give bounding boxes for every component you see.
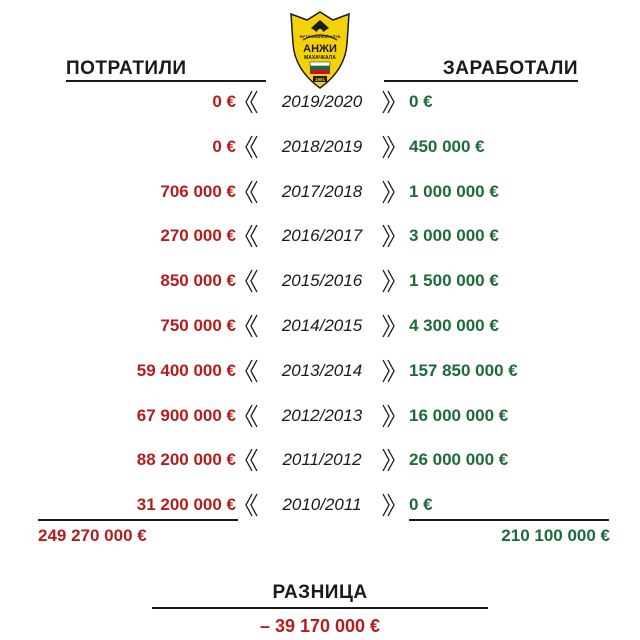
row-season: 2010/2011 <box>282 495 362 515</box>
right-chevron-icon <box>381 180 397 204</box>
left-chevron-icon <box>243 314 259 338</box>
row-season: 2015/2016 <box>281 271 363 291</box>
left-chevron-icon <box>243 90 259 114</box>
row-season: 2017/2018 <box>281 181 363 201</box>
left-chevron-icon <box>243 224 259 248</box>
row-spent: 706 000 € <box>160 181 236 201</box>
row-earned: 3 000 000 € <box>409 226 499 246</box>
season-row <box>0 401 640 431</box>
spent-header: ПОТРАТИЛИ <box>66 58 187 79</box>
difference-title: РАЗНИЦА <box>272 582 368 603</box>
season-row <box>0 490 640 520</box>
right-chevron-icon <box>381 90 397 114</box>
right-chevron-icon <box>381 359 397 383</box>
season-row <box>0 311 640 341</box>
row-spent: 59 400 000 € <box>136 360 236 380</box>
earned-total-rule <box>409 519 609 521</box>
row-earned: 4 300 000 € <box>409 316 499 335</box>
difference-value: – 39 170 000 € <box>259 616 381 636</box>
left-chevron-icon <box>243 448 259 472</box>
row-season: 2012/2013 <box>281 405 363 425</box>
left-chevron-icon <box>243 404 259 428</box>
row-spent: 750 000 € <box>160 316 236 335</box>
left-chevron-icon <box>243 180 259 204</box>
earned-header-underline <box>384 80 578 82</box>
left-chevron-icon <box>243 493 259 517</box>
row-earned: 0 € <box>409 495 433 515</box>
logo-arc-text: ФУТБОЛЬНЫЙ КЛУБ <box>299 34 341 39</box>
left-chevron-icon <box>243 269 259 293</box>
row-season: 2013/2014 <box>281 360 363 380</box>
right-chevron-icon <box>381 135 397 159</box>
total-spent: 249 270 000 € <box>38 526 147 545</box>
row-earned: 26 000 000 € <box>409 450 509 470</box>
spent-total-rule <box>38 519 238 521</box>
row-earned: 1 500 000 € <box>409 271 499 291</box>
row-season: 2014/2015 <box>281 316 363 335</box>
row-spent: 0 € <box>212 136 236 156</box>
earned-header: ЗАРАБОТАЛИ <box>442 58 578 79</box>
total-earned: 210 100 000 € <box>501 526 610 545</box>
row-spent: 850 000 € <box>160 271 236 291</box>
row-earned: 1 000 000 € <box>409 181 499 201</box>
right-chevron-icon <box>381 404 397 428</box>
logo-name: АНЖИ <box>303 43 337 55</box>
row-earned: 0 € <box>409 92 433 111</box>
logo-city: МАХАЧКАЛА <box>304 55 336 61</box>
right-chevron-icon <box>381 448 397 472</box>
row-spent: 67 900 000 € <box>136 405 236 425</box>
row-spent: 88 200 000 € <box>136 450 236 470</box>
left-chevron-icon <box>243 135 259 159</box>
right-chevron-icon <box>381 269 397 293</box>
season-row <box>0 356 640 386</box>
right-chevron-icon <box>381 224 397 248</box>
season-row <box>0 132 640 162</box>
season-row <box>0 87 640 117</box>
season-row <box>0 266 640 296</box>
left-chevron-icon <box>243 359 259 383</box>
row-earned: 16 000 000 € <box>409 405 509 425</box>
season-row <box>0 221 640 251</box>
row-spent: 31 200 000 € <box>136 495 236 515</box>
row-earned: 450 000 € <box>409 136 485 156</box>
row-season: 2019/2020 <box>281 92 363 111</box>
season-row <box>0 177 640 207</box>
row-season: 2016/2017 <box>281 226 363 246</box>
right-chevron-icon <box>381 314 397 338</box>
row-spent: 0 € <box>212 92 236 111</box>
season-row <box>0 445 640 475</box>
spent-header-underline <box>66 80 266 82</box>
right-chevron-icon <box>381 493 397 517</box>
difference-rule <box>152 607 488 609</box>
club-logo <box>283 8 357 92</box>
row-earned: 157 850 000 € <box>409 360 518 380</box>
logo-year: 1991 <box>314 77 326 82</box>
row-spent: 270 000 € <box>160 226 236 246</box>
row-season: 2018/2019 <box>281 136 363 156</box>
row-season: 2011/2012 <box>282 450 362 470</box>
